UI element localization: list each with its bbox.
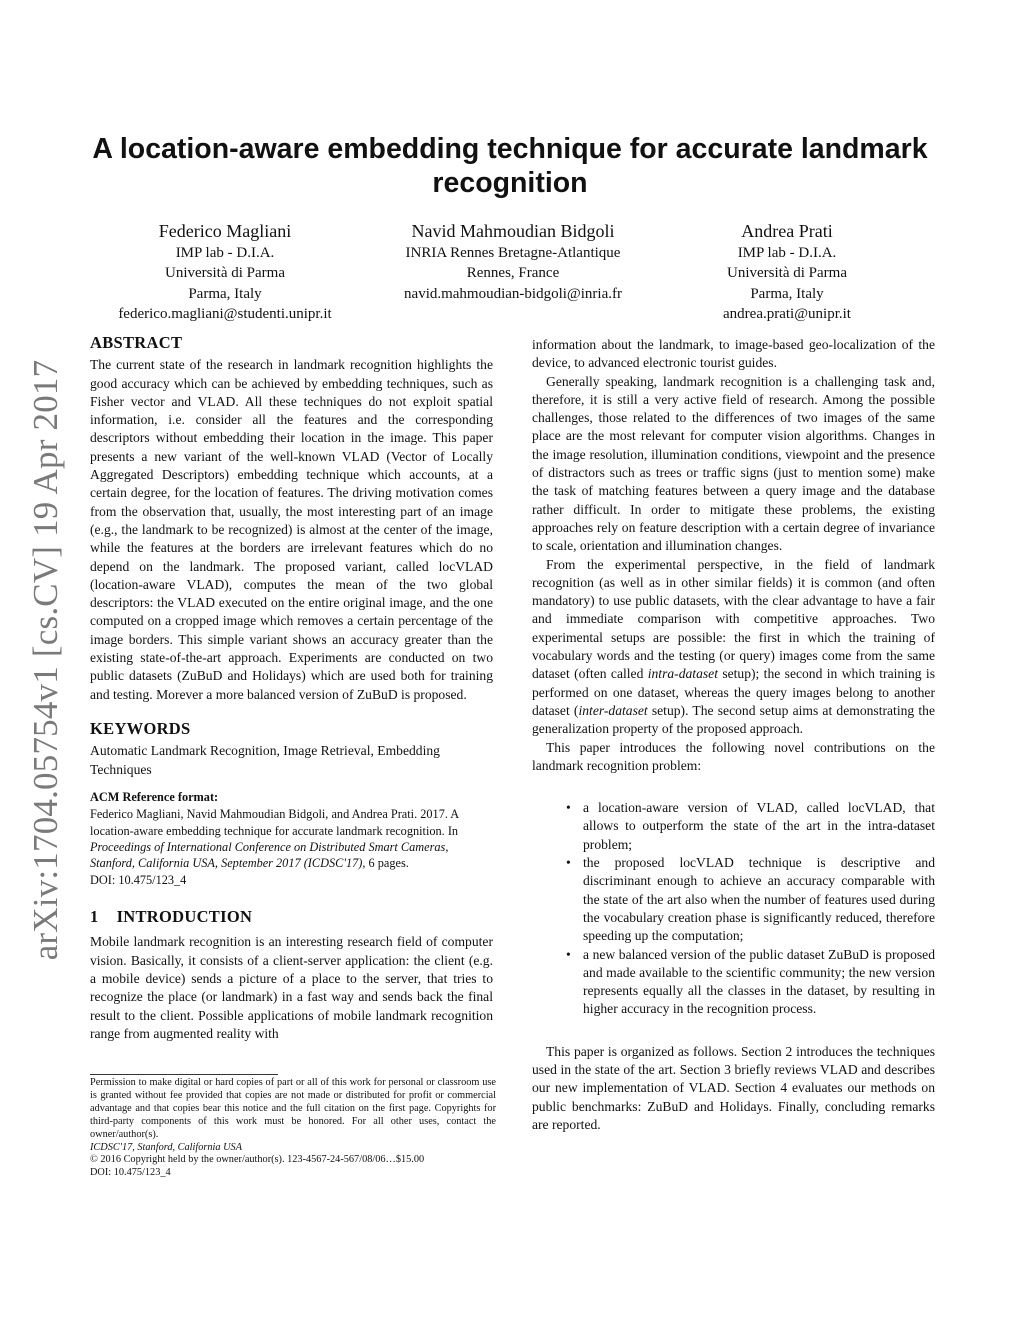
- acm-reference: [90, 788, 493, 888]
- right-column: [532, 336, 935, 1134]
- bullet-icon: •: [566, 946, 571, 962]
- bullet-icon: •: [566, 855, 571, 871]
- footnote-doi: DOI: 10.475/123_4: [90, 1167, 171, 1179]
- bullet-icon: •: [566, 800, 571, 816]
- paragraph: information about the landmark, to image-based geo-localization of the device, to advanced electronic tourist guides.: [532, 337, 935, 371]
- author-3: [637, 219, 937, 324]
- copyright-footnote: [90, 1077, 496, 1180]
- author-affiliation: Università di Parma: [727, 265, 847, 282]
- acm-reference-heading: ACM Reference format:: [90, 789, 219, 804]
- permission-notice: Permission to make digital or hard copies of part or all of this work for personal or classroom use is granted without fee provided that copies are not made or distributed for profit or commercial advantage and that copies bear this notice and the full citation on the first page. Copyrights for third-party components of this work must be honored. For all other uses, contact the owner/author(s).: [90, 1077, 496, 1140]
- paragraph: From the experimental perspective, in the field of landmark recognition (as well as in other similar fields) it is common (and often mandatory) to use public datasets, with the clear advantage to have a fair and immediate comparison with competitive approaches. Two experimental setups are possible: the first in which the training of vocabulary words and the testing (or query) images come from the same dataset (often called intra-dataset setup); the second in which training is performed on one dataset, whereas the query images belong to another dataset (inter-dataset setup). The second setup aims at demonstrating the generalization property of the proposed approach.: [532, 556, 935, 737]
- list-item: • a new balanced version of the public dataset ZuBuD is proposed and made available to the scientific community; the new version represents equally all the classes in the dataset, by resulting in higher accuracy in the recognition process.: [566, 946, 935, 1017]
- author-affiliation: Università di Parma: [165, 265, 285, 282]
- introduction-heading: 1 INTRODUCTION: [90, 907, 253, 927]
- author-1: [75, 219, 375, 324]
- acm-reference-doi: DOI: 10.475/123_4: [90, 872, 187, 887]
- author-name: Federico Magliani: [158, 221, 292, 241]
- author-2: [363, 219, 663, 304]
- author-affiliation: IMP lab - D.I.A.: [175, 245, 275, 261]
- abstract-heading: ABSTRACT: [90, 333, 183, 352]
- author-email: andrea.prati@unipr.it: [723, 305, 851, 322]
- abstract-text: The current state of the research in landmark recognition highlights the good accuracy which can be achieved by embedding techniques, such as Fisher vector and VLAD. All these techniques do not exploit spatial information, i.e. consider all the features and the corresponding descriptors without embedding their location in the image. This paper presents a new variant of the well-known VLAD (Vector of Locally Aggregated Descriptors) embedding technique which accounts, at a certain degree, for the location of features. The driving motivation comes from the observation that, usually, the most interesting part of an image (e.g., the landmark to be recognized) is almost at the center of the image, while the features at the borders are irrelevant features which do no depend on the landmark. The proposed variant, called locVLAD (location-aware VLAD), computes the mean of the two global descriptors: the VLAD executed on the entire original image, and the one computed on a cropped image which removes a certain percentage of the image borders. This simple variant shows an accuracy greater than the existing state-of-the-art approach. Experiments are conducted on two public datasets (ZuBuD and Holidays) which are used both for training and testing. Morever a more balanced version of ZuBuD is proposed.: [90, 357, 493, 702]
- arxiv-identifier: arXiv:1704.05754v1 [cs.CV] 19 Apr 2017: [26, 359, 65, 961]
- paragraph: This paper introduces the following novel contributions on the landmark recognition problem:: [532, 739, 935, 773]
- footnote-divider: [90, 1074, 278, 1075]
- copyright-line: © 2016 Copyright held by the owner/author(s). 123-4567-24-567/08/06…$15.00: [90, 1154, 425, 1166]
- contribution-list: [532, 799, 935, 1019]
- acm-reference-text: Federico Magliani, Navid Mahmoudian Bidgoli, and Andrea Prati. 2017. A location-aware embedding technique for accurate landmark recognition. In Proceedings of International Conference on Distributed Smart Cameras, Stanford, California USA, September 2017 (ICDSC'17), 6 pages.: [90, 807, 459, 871]
- keywords-text: Automatic Landmark Recognition, Image Retrieval, Embedding Techniques: [90, 743, 440, 777]
- introduction-paragraph: Mobile landmark recognition is an interesting research field of computer vision. Basically, it consists of a client-server application: the client (e.g. a mobile device) sends a picture of a place to the server, that tries to recognize the place (or landmark) in a fast way and sends back the final result to the client. Possible applications of mobile landmark recognition range from augmented reality with: [90, 934, 493, 1041]
- author-name: Navid Mahmoudian Bidgoli: [411, 221, 615, 241]
- list-item: • the proposed locVLAD technique is descriptive and discriminant enough to achieve an accuracy comparable with the state of the art also when the number of features used during the vocabulary creation phase is significantly reduced, therefore speeding up the computation;: [566, 855, 935, 944]
- author-location: Parma, Italy: [188, 285, 262, 302]
- author-location: Rennes, France: [466, 265, 560, 282]
- author-location: Parma, Italy: [750, 285, 824, 302]
- author-name: Andrea Prati: [741, 221, 833, 241]
- left-column: [90, 334, 493, 1043]
- author-email: navid.mahmoudian-bidgoli@inria.fr: [404, 285, 622, 302]
- paper-title: A location-aware embedding technique for accurate landmark recognition: [92, 133, 928, 199]
- paragraph: This paper is organized as follows. Section 2 introduces the techniques used in the state of the art. Section 3 briefly reviews VLAD and describes our new implementation of VLAD. Section 4 evaluates our methods on public benchmarks: ZuBuD and Holidays. Finally, concluding remarks are reported.: [532, 1043, 935, 1132]
- author-email: federico.magliani@studenti.unipr.it: [118, 305, 332, 322]
- paragraph: Generally speaking, landmark recognition is a challenging task and, therefore, it is still a very active field of research. Among the possible challenges, those related to the differences of two images of the same place are the most relevant for computer vision algorithms. Changes in the image resolution, illumination conditions, viewpoint and the presence of distractors such as trees or traffic signs (just to mention some) make the task of matching features between a query image and the database rather difficult. In order to mitigate these problems, the existing approaches rely on feature description with a certain degree of invariance to scale, orientation and illumination changes.: [532, 373, 935, 554]
- keywords-heading: KEYWORDS: [90, 718, 191, 738]
- author-affiliation: IMP lab - D.I.A.: [737, 245, 837, 261]
- conference-line: ICDSC'17, Stanford, California USA: [90, 1141, 242, 1153]
- author-affiliation: INRIA Rennes Bretagne-Atlantique: [405, 245, 621, 261]
- list-item: • a location-aware version of VLAD, called locVLAD, that allows to outperform the state of the art in the intra-dataset problem;: [566, 800, 935, 852]
